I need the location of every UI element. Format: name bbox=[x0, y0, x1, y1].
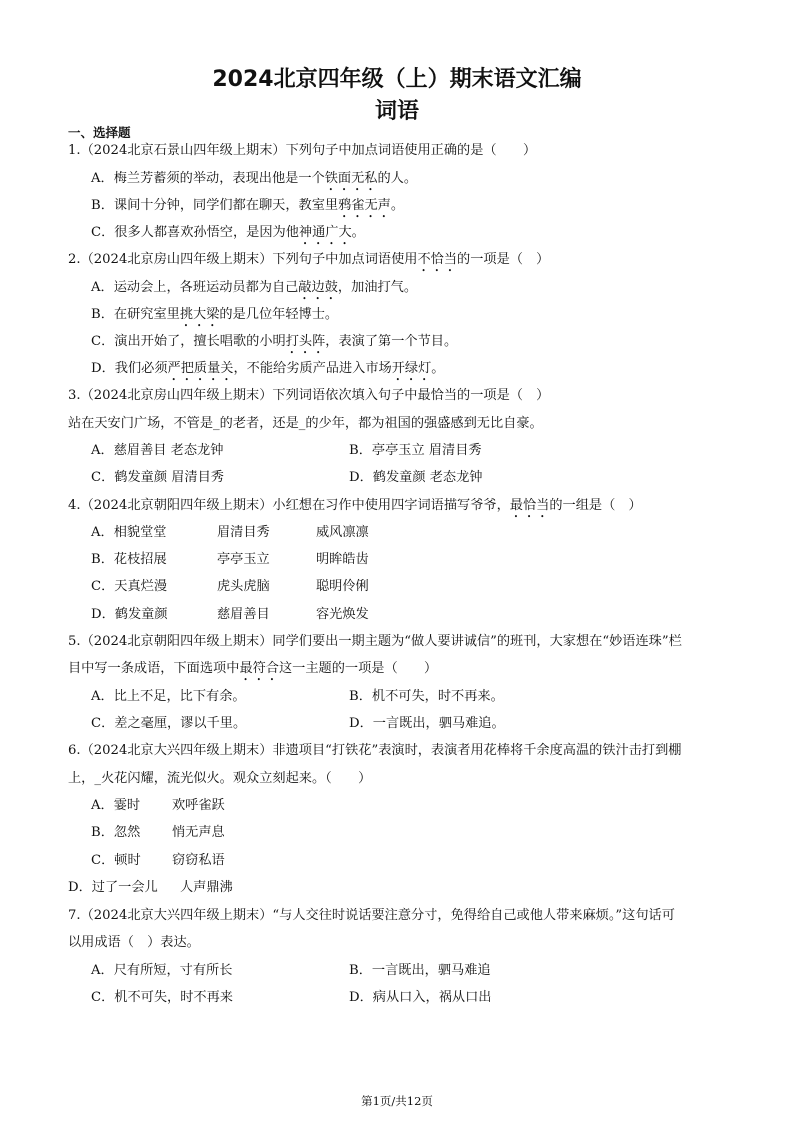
document-title: 2024北京四年级（上）期末语文汇编 bbox=[212, 67, 582, 92]
question-4-option-a: A．相貌堂堂 bbox=[91, 525, 167, 540]
question-6-option-c-word2: 窃窃私语 bbox=[172, 853, 225, 868]
question-3-option-d: D．鹤发童颜 老态龙钟 bbox=[349, 470, 483, 485]
dotted-word: 鸦雀无声 bbox=[338, 198, 391, 213]
question-2-option-b bbox=[91, 306, 338, 330]
option-text: 。 bbox=[351, 225, 365, 240]
option-text: B．在研究室里 bbox=[91, 307, 180, 322]
question-2-option-c bbox=[91, 333, 457, 357]
option-text: C．很多人都喜欢孙悟空，是因为他 bbox=[91, 225, 299, 240]
option-text: B．课间十分钟，同学们都在聊天，教室里 bbox=[91, 198, 339, 213]
question-6-option-a-word2: 欢呼雀跃 bbox=[172, 798, 225, 813]
question-7-option-c: C．机不可失，时不再来 bbox=[91, 990, 233, 1005]
question-1-option-a bbox=[91, 170, 417, 194]
stem-text: 的一组是（ ） bbox=[549, 498, 642, 513]
option-text: C．演出开始了，擅长唱歌的小明 bbox=[91, 334, 286, 349]
page-number: 第1页/共12页 bbox=[361, 1094, 433, 1108]
question-1-option-b bbox=[91, 197, 404, 221]
option-text: 。 bbox=[431, 361, 445, 376]
option-text: A．梅兰芳蓄须的举动，表现出他是一个 bbox=[91, 171, 325, 186]
question-6-stem: 6.（2024北京大兴四年级上期末）非遗项目“打铁花”表演时，表演者用花棒将千余度高温的铁汁击打到棚 bbox=[68, 743, 682, 758]
question-4-option-d-word2: 慈眉善目 bbox=[217, 607, 270, 622]
question-4-option-c: C．天真烂漫 bbox=[91, 579, 168, 594]
dotted-word: 严把质量关 bbox=[167, 361, 234, 376]
question-5-option-a: A．比上不足，比下有余。 bbox=[91, 689, 246, 704]
question-3-option-a: A．慈眉善目 老态龙钟 bbox=[91, 443, 224, 458]
question-2-option-a bbox=[91, 279, 417, 303]
option-text: ，表演了第一个节目。 bbox=[325, 334, 458, 349]
question-2-option-d bbox=[91, 360, 444, 384]
dotted-word: 最恰当 bbox=[509, 498, 550, 513]
question-4-option-a-word2: 眉清目秀 bbox=[217, 525, 270, 540]
question-4-option-b: B．花枝招展 bbox=[91, 552, 167, 567]
stem-text: 目中写一条成语，下面选项中 bbox=[68, 661, 240, 676]
question-7-option-a: A．尺有所短，寸有所长 bbox=[91, 963, 233, 978]
question-3-sentence: 站在天安门广场，不管是_的老者，还是_的少年，都为祖国的强盛感到无比自豪。 bbox=[68, 416, 543, 431]
question-7-option-d: D．病从口入，祸从口出 bbox=[349, 990, 492, 1005]
question-4-stem bbox=[68, 497, 642, 521]
question-6-option-b-word2: 悄无声息 bbox=[172, 825, 225, 840]
question-6-option-d: D．过了一会儿 bbox=[68, 880, 158, 895]
option-text: 的是几位年轻博士。 bbox=[219, 307, 339, 322]
dotted-word: 铁面无私 bbox=[324, 171, 378, 186]
question-3-stem: 3.（2024北京房山四年级上期末）下列词语依次填入句子中最恰当的一项是（ ） bbox=[68, 388, 550, 403]
option-text: 的人。 bbox=[377, 171, 418, 186]
question-5-option-b: B．机不可失，时不再来。 bbox=[349, 689, 504, 704]
question-4-option-a-word3: 威风凛凛 bbox=[316, 525, 369, 540]
stem-text: 这一主题的一项是（ ） bbox=[279, 661, 438, 676]
option-text: 。 bbox=[390, 198, 405, 213]
question-6-option-a: A．霎时 bbox=[91, 798, 141, 813]
question-6-option-b: B．忽然 bbox=[91, 825, 141, 840]
dotted-word: 开绿灯 bbox=[391, 361, 432, 376]
question-3-option-c: C．鹤发童颜 眉清目秀 bbox=[91, 470, 224, 485]
question-3-option-b: B．亭亭玉立 眉清目秀 bbox=[349, 443, 482, 458]
question-6-option-d-word2: 人声鼎沸 bbox=[180, 880, 233, 895]
question-5-option-d: D．一言既出，驷马难追。 bbox=[349, 716, 505, 731]
stem-text: 2.（2024北京房山四年级上期末）下列句子中加点词语使用 bbox=[68, 252, 418, 267]
dotted-word: 打头阵 bbox=[285, 334, 326, 349]
question-4-option-c-word2: 虎头虎脑 bbox=[217, 579, 270, 594]
question-5-stem-line2 bbox=[68, 660, 437, 684]
option-text: A．运动会上，各班运动员都为自己 bbox=[91, 280, 299, 295]
stem-text: 的一项是（ ） bbox=[457, 252, 550, 267]
option-text: D．我们必须 bbox=[91, 361, 168, 376]
question-4-option-b-word3: 明眸皓齿 bbox=[316, 552, 369, 567]
section-heading: 一、选择题 bbox=[68, 125, 131, 140]
option-text: ，不能给劣质产品进入市场 bbox=[233, 361, 392, 376]
question-4-option-b-word2: 亭亭玉立 bbox=[217, 552, 270, 567]
dotted-word: 敲边鼓 bbox=[298, 280, 338, 295]
question-1-stem: 1.（2024北京石景山四年级上期末）下列句子中加点词语使用正确的是（ ） bbox=[68, 143, 537, 158]
question-5-option-c: C．差之毫厘，谬以千里。 bbox=[91, 716, 247, 731]
dotted-word: 神通广大 bbox=[298, 225, 352, 240]
document-subtitle: 词语 bbox=[374, 99, 419, 124]
stem-text: 4.（2024北京朝阳四年级上期末）小红想在习作中使用四字词语描写爷爷， bbox=[68, 498, 510, 513]
dotted-word: 不恰当 bbox=[417, 252, 458, 267]
question-4-option-d-word3: 容光焕发 bbox=[316, 607, 369, 622]
question-2-stem bbox=[68, 251, 549, 275]
dotted-word: 最符合 bbox=[239, 661, 279, 676]
option-text: ，加油打气。 bbox=[337, 280, 418, 295]
dotted-word: 挑大梁 bbox=[179, 307, 220, 322]
question-7-stem: 7.（2024北京大兴四年级上期末）“与人交往时说话要注意分寸，免得给自己或他人带来麻烦。”这句话可 bbox=[68, 908, 675, 923]
question-6-stem-line2: 上，_火花闪耀，流光似火。观众立刻起来。（ ） bbox=[68, 771, 372, 786]
question-4-option-d: D．鹤发童颜 bbox=[91, 607, 168, 622]
question-7-option-b: B．一言既出，驷马难追 bbox=[349, 963, 491, 978]
question-1-option-c bbox=[91, 224, 365, 248]
question-5-stem: 5.（2024北京朝阳四年级上期末）同学们要出一期主题为“做人要讲诚信”的班刊，大家想在“妙语连珠”栏 bbox=[68, 634, 682, 649]
question-7-stem-line2: 以用成语（ ）表达。 bbox=[68, 935, 200, 950]
question-6-option-c: C．顿时 bbox=[91, 853, 141, 868]
question-4-option-c-word3: 聪明伶俐 bbox=[316, 579, 369, 594]
